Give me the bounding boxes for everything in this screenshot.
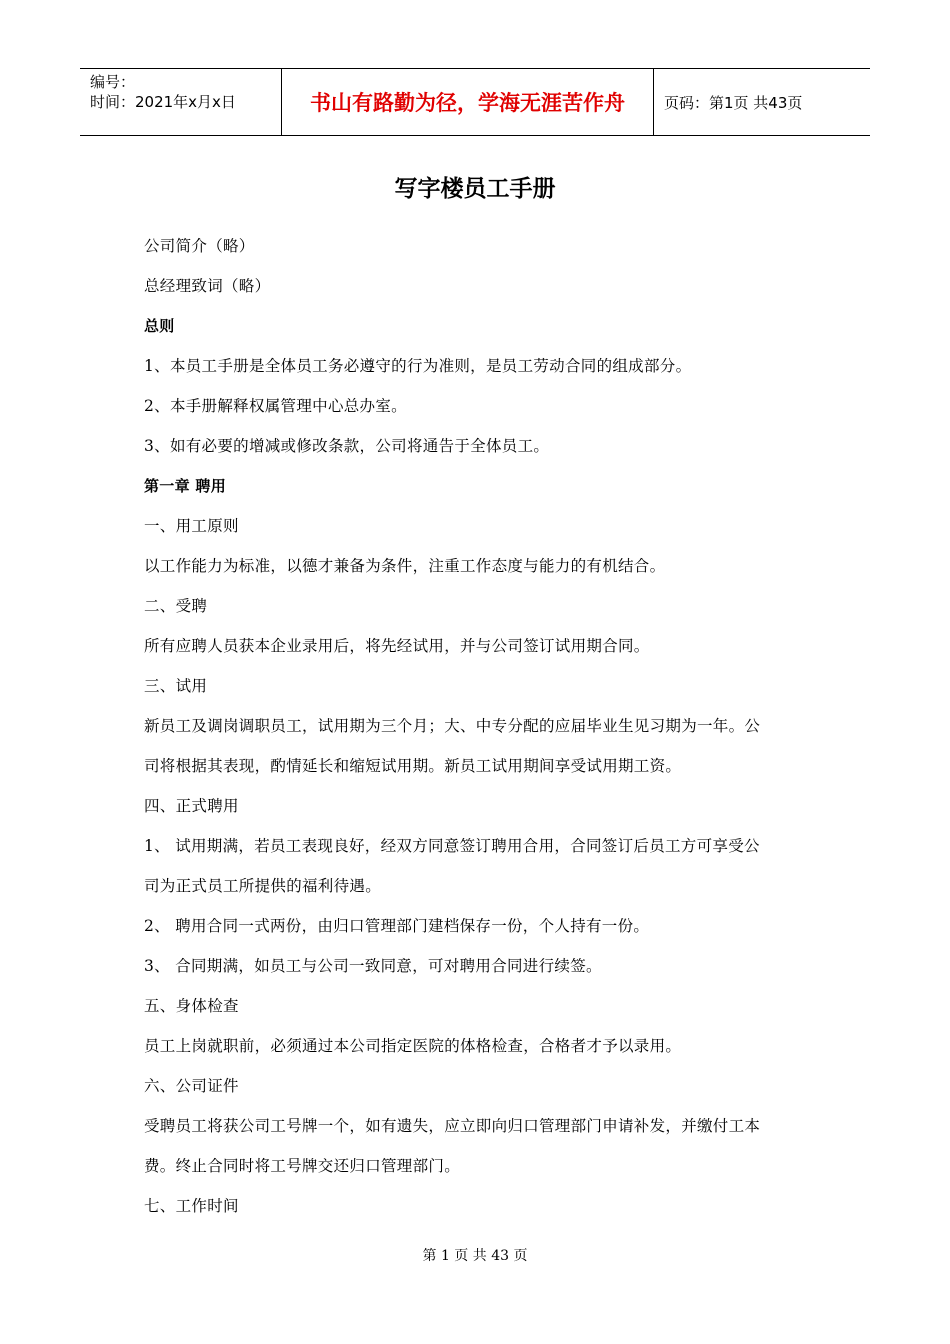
header-page-info: 页码：第1页 共43页: [664, 93, 803, 112]
page-footer: 第 1 页 共 43 页: [422, 1248, 528, 1264]
paragraph: 3、 合同期满，如员工与公司一致同意，可对聘用合同进行续签。: [144, 957, 602, 975]
paragraph: 3、如有必要的增减或修改条款，公司将通告于全体员工。: [144, 437, 550, 455]
document-number-label: 编号：: [90, 73, 136, 91]
header-motto: 书山有路勤为径，学海无涯苦作舟: [282, 69, 654, 135]
sub-heading: 六、公司证件: [144, 1077, 239, 1095]
sub-heading: 四、正式聘用: [144, 797, 239, 815]
section-heading-general: 总则: [144, 317, 175, 335]
paragraph: 以工作能力为标准，以德才兼备为条件，注重工作态度与能力的有机结合。: [144, 557, 666, 575]
document-title: 写字楼员工手册: [394, 176, 556, 202]
paragraph-company-intro: 公司简介（略）: [144, 237, 255, 255]
header-meta: [80, 69, 282, 135]
paragraph: 员工上岗就职前，必须通过本公司指定医院的体格检查，合格者才予以录用。: [144, 1037, 682, 1055]
paragraph: 2、 聘用合同一式两份，由归口管理部门建档保存一份，个人持有一份。: [144, 917, 650, 935]
paragraph: 新员工及调岗调职员工，试用期为三个月；大、中专分配的应届毕业生见习期为一年。公: [144, 717, 761, 735]
sub-heading: 五、身体检查: [144, 997, 239, 1015]
paragraph: 1、 试用期满，若员工表现良好，经双方同意签订聘用合用，合同签订后员工方可享受公: [144, 837, 760, 855]
sub-heading: 二、受聘: [144, 597, 208, 615]
document-time: 时间：2021年x月x日: [90, 93, 236, 111]
paragraph: 所有应聘人员获本企业录用后，将先经试用，并与公司签订试用期合同。: [144, 637, 650, 655]
page-header: [80, 68, 870, 136]
paragraph: 2、本手册解释权属管理中心总办室。: [144, 397, 407, 415]
paragraph: 受聘员工将获公司工号牌一个，如有遗失，应立即向归口管理部门申请补发，并缴付工本: [144, 1117, 761, 1135]
chapter-heading: 第一章 聘用: [144, 477, 227, 495]
paragraph: 1、本员工手册是全体员工务必遵守的行为准则，是员工劳动合同的组成部分。: [144, 357, 692, 375]
paragraph: 司将根据其表现，酌情延长和缩短试用期。新员工试用期间享受试用期工资。: [144, 757, 682, 775]
paragraph-gm-speech: 总经理致词（略）: [144, 277, 271, 295]
paragraph: 司为正式员工所提供的福利待遇。: [144, 877, 382, 895]
paragraph: 费。终止合同时将工号牌交还归口管理部门。: [144, 1157, 461, 1175]
sub-heading: 七、工作时间: [144, 1197, 239, 1215]
sub-heading: 三、试用: [144, 677, 208, 695]
sub-heading: 一、用工原则: [144, 517, 239, 535]
document-body: [144, 226, 810, 1226]
